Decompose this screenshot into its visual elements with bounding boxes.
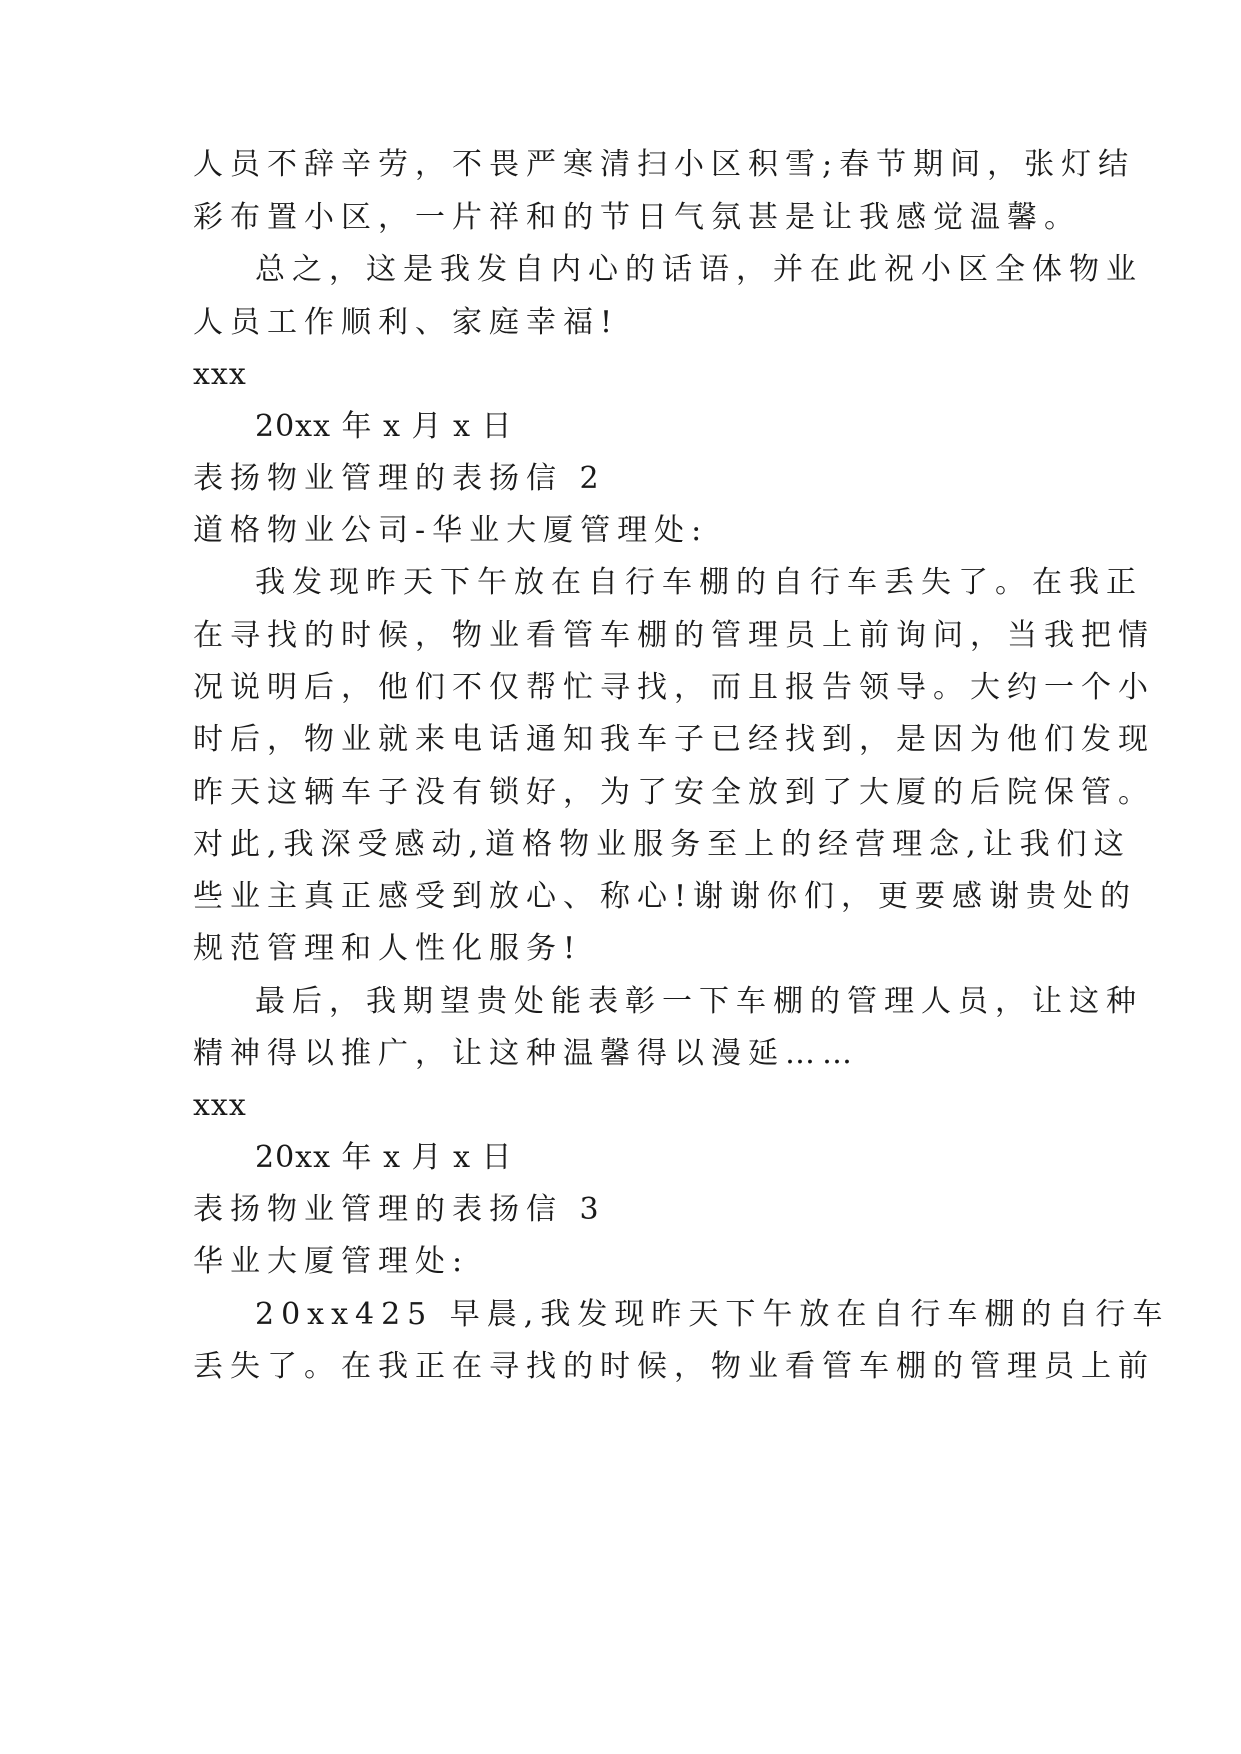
signature-date: 20xx 年 x 月 x 日 [255, 1140, 513, 1175]
salutation: 华业大厦管理处: [193, 1244, 470, 1279]
paragraph-line: 丢失了。在我正在寻找的时候，物业看管车棚的管理员上前 [193, 1349, 1155, 1384]
signature-name: xxx [193, 1088, 247, 1123]
paragraph-line: 精神得以推广，让这种温馨得以漫延…… [193, 1036, 859, 1071]
section-title: 表扬物业管理的表扬信 3 [193, 1192, 606, 1227]
section-title: 表扬物业管理的表扬信 2 [193, 461, 606, 496]
paragraph-line: 彩布置小区，一片祥和的节日气氛甚是让我感觉温馨。 [193, 200, 1081, 235]
paragraph-line: 况说明后，他们不仅帮忙寻找，而且报告领导。大约一个小 [193, 670, 1155, 705]
paragraph-line: 最后，我期望贵处能表彰一下车棚的管理人员，让这种 [255, 984, 1143, 1019]
signature-name: xxx [193, 357, 247, 392]
signature-date: 20xx 年 x 月 x 日 [255, 409, 513, 444]
paragraph-line: 20xx425 早晨,我发现昨天下午放在自行车棚的自行车 [255, 1297, 1170, 1332]
paragraph-line: 规范管理和人性化服务! [193, 931, 583, 966]
paragraph-line: 人员不辞辛劳，不畏严寒清扫小区积雪;春节期间，张灯结 [193, 147, 1136, 182]
paragraph-line: 昨天这辆车子没有锁好，为了安全放到了大厦的后院保管。 [193, 775, 1155, 810]
paragraph-line: 时后，物业就来电话通知我车子已经找到，是因为他们发现 [193, 722, 1155, 757]
paragraph-line: 我发现昨天下午放在自行车棚的自行车丢失了。在我正 [255, 565, 1143, 600]
paragraph-line: 人员工作顺利、家庭幸福! [193, 305, 620, 340]
paragraph-line: 对此,我深受感动,道格物业服务至上的经营理念,让我们这 [193, 827, 1131, 862]
paragraph-line: 在寻找的时候，物业看管车棚的管理员上前询问，当我把情 [193, 618, 1155, 653]
paragraph-line: 总之，这是我发自内心的话语，并在此祝小区全体物业 [255, 252, 1143, 287]
salutation: 道格物业公司-华业大厦管理处: [193, 513, 709, 548]
paragraph-line: 些业主真正感受到放心、称心!谢谢你们，更要感谢贵处的 [193, 879, 1138, 914]
